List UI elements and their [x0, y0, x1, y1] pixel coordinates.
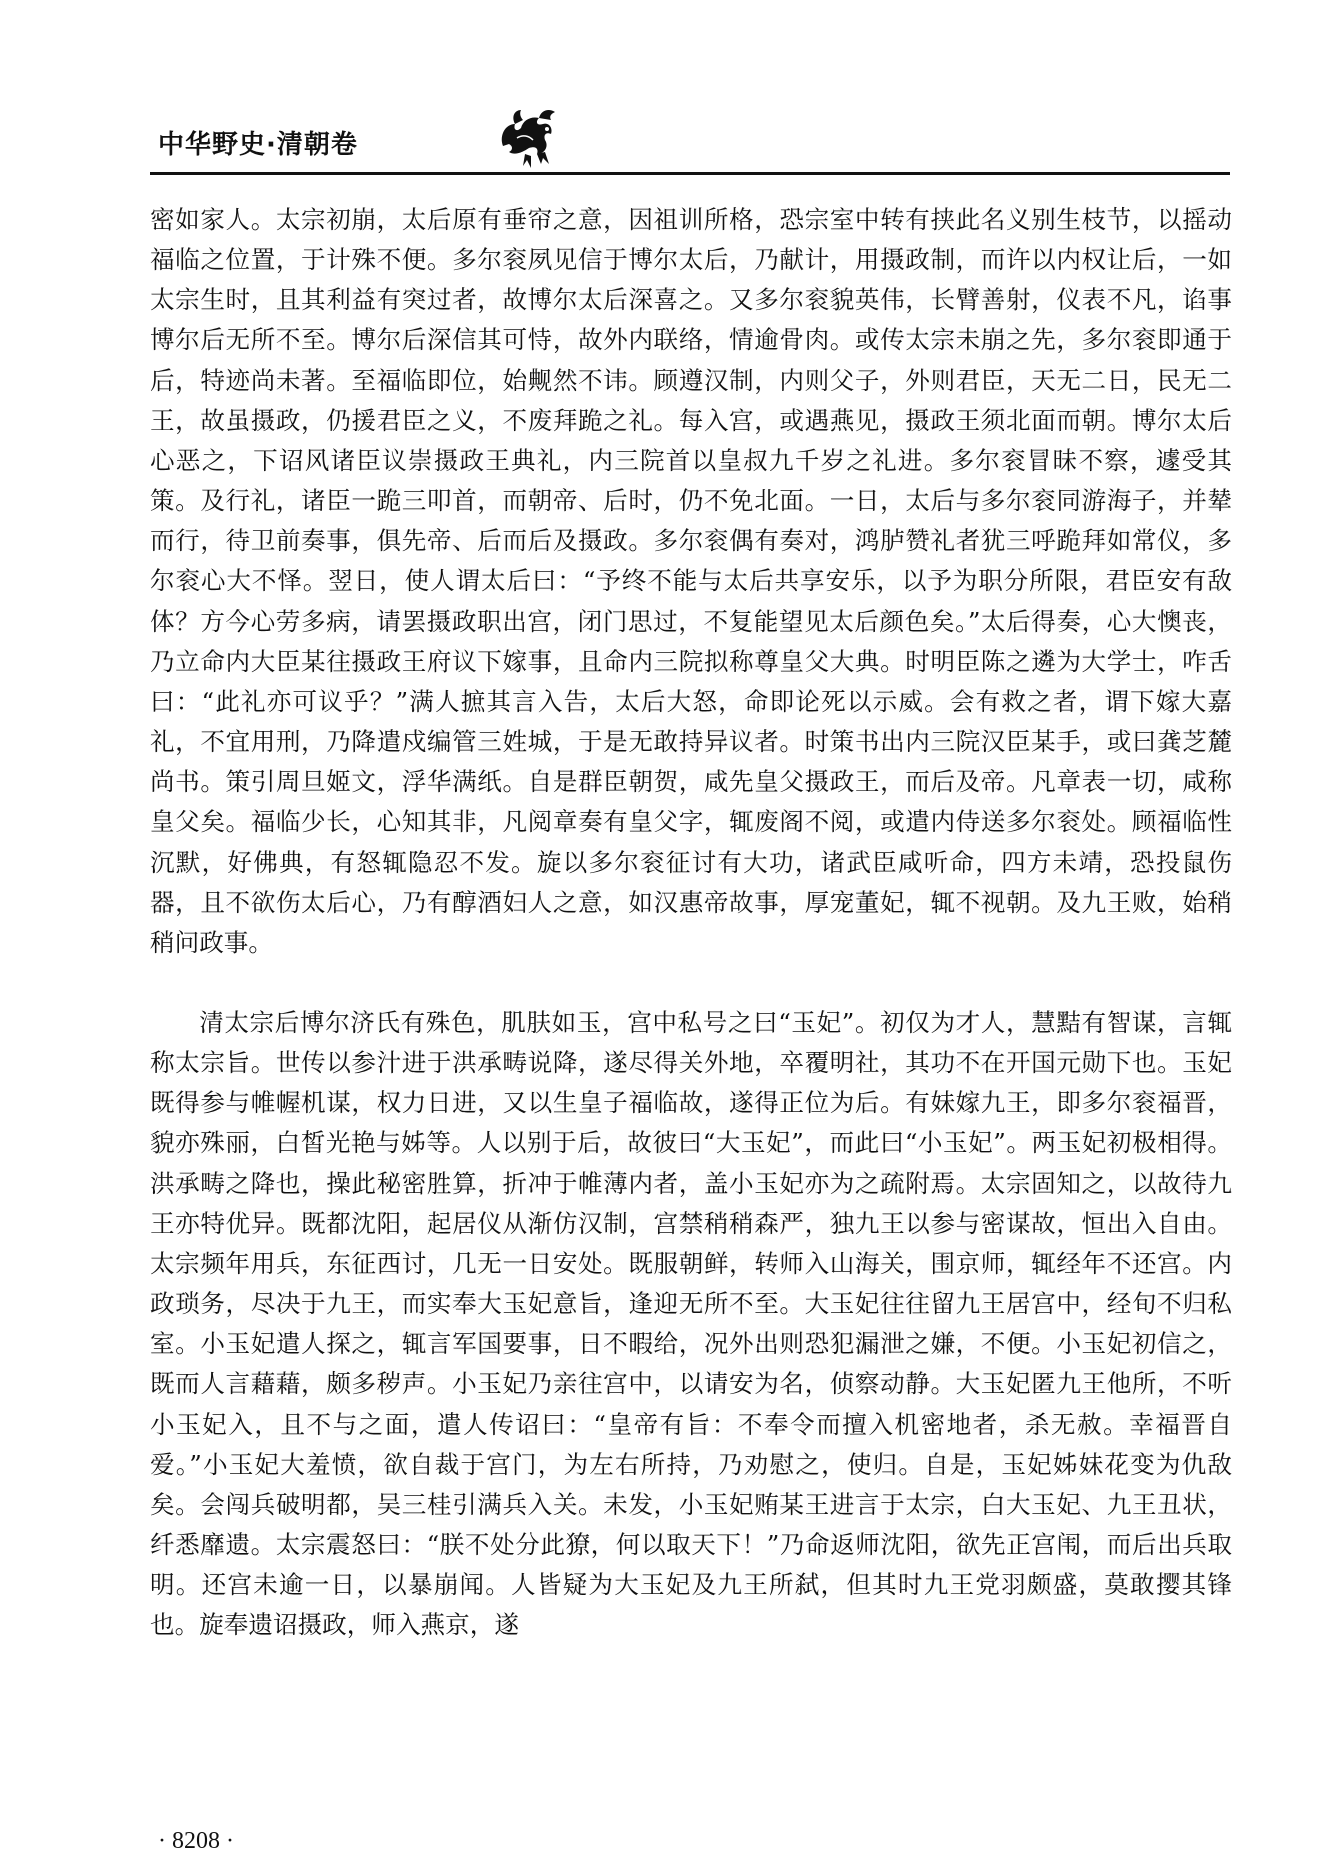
header-rule	[150, 172, 1230, 175]
dragon-emblem-icon	[495, 102, 565, 172]
book-title: 中华野史·清朝卷	[158, 130, 358, 160]
article-body	[150, 200, 1232, 1645]
paragraph: 密如家人。太宗初崩，太后原有垂帘之意，因祖训所格，恐宗室中转有挟此名义别生枝节，以摇动福临之位置，于计殊不便。多尔衮夙见信于博尔太后，乃献计，用摄政制，而许以内权让后，一如太宗生时，且其利益有突过者，故博尔太后深喜之。又多尔衮貌英伟，长臂善射，仪表不凡，谄事博尔后无所不至。博尔后深信其可恃，故外内联络，情逾骨肉。或传太宗未崩之先，多尔衮即通于后，特迹尚未著。至福临即位，始觍然不讳。顾遵汉制，内则父子，外则君臣，天无二日，民无二王，故虽摄政，仍援君臣之义，不废拜跪之礼。每入宫，或遇燕见，摄政王须北面而朝。博尔太后心恶之，下诏风诸臣议崇摄政王典礼，内三院首以皇叔九千岁之礼进。多尔衮冒昧不察，遽受其策。及行礼，诸臣一跪三叩首，而朝帝、后时，仍不免北面。一日，太后与多尔衮同游海子，并辇而行，待卫前奏事，俱先帝、后而后及摄政。多尔衮偶有奏对，鸿胪赞礼者犹三呼跪拜如常仪，多尔衮心大不怿。翌日，使人谓太后曰：“予终不能与太后共享安乐，以予为职分所限，君臣安有敌体？方今心劳多病，请罢摄政职出宫，闭门思过，不复能望见太后颜色矣。”太后得奏，心大懊丧，乃立命内大臣某往摄政王府议下嫁事，且命内三院拟称尊皇父大典。时明臣陈之遴为大学士，咋舌曰：“此礼亦可议乎？”满人摭其言入告，太后大怒，命即论死以示威。会有救之者，谓下嫁大嘉礼，不宜用刑，乃降遣戍编管三姓城，于是无敢持异议者。时策书出内三院汉臣某手，或曰龚芝麓尚书。策引周旦姬文，浮华满纸。自是群臣朝贺，咸先皇父摄政王，而后及帝。凡章表一切，咸称皇父矣。福临少长，心知其非，凡阅章奏有皇父字，辄废阁不阅，或遣内侍送多尔衮处。顾福临性沉默，好佛典，有怒辄隐忍不发。旋以多尔衮征讨有大功，诸武臣咸听命，四方未靖，恐投鼠伤器，且不欲伤太后心，乃有醇酒妇人之意，如汉惠帝故事，厚宠董妃，辄不视朝。及九王败，始稍稍问政事。	[150, 205, 1232, 957]
page-header	[150, 100, 1230, 180]
paragraph: 清太宗后博尔济氏有殊色，肌肤如玉，宫中私号之曰“玉妃”。初仅为才人，慧黠有智谋，言辄称太宗旨。世传以参汁进于洪承畴说降，遂尽得关外地，卒覆明社，其功不在开国元勋下也。玉妃既得参与帷幄机谋，权力日进，又以生皇子福临故，遂得正位为后。有妹嫁九王，即多尔衮福晋，貌亦殊丽，白皙光艳与姊等。人以别于后，故彼曰“大玉妃”，而此曰“小玉妃”。两玉妃初极相得。洪承畴之降也，操此秘密胜算，折冲于帷薄内者，盖小玉妃亦为之疏附焉。太宗固知之，以故待九王亦特优异。既都沈阳，起居仪从渐仿汉制，宫禁稍稍森严，独九王以参与密谋故，恒出入自由。太宗频年用兵，东征西讨，几无一日安处。既服朝鲜，转师入山海关，围京师，辄经年不还宫。内政琐务，尽决于九王，而实奉大玉妃意旨，逢迎无所不至。大玉妃往往留九王居宫中，经旬不归私室。小玉妃遣人探之，辄言军国要事，日不暇给，况外出则恐犯漏泄之嫌，不便。小玉妃初信之，既而人言藉藉，颇多秽声。小玉妃乃亲往宫中，以请安为名，侦察动静。大玉妃匿九王他所，不听小玉妃入，且不与之面，遣人传诏曰：“皇帝有旨：不奉令而擅入机密地者，杀无赦。幸福晋自爱。”小玉妃大羞愤，欲自裁于宫门，为左右所持，乃劝慰之，使归。自是，玉妃姊妹花变为仇敌矣。会闯兵破明都，吴三桂引满兵入关。未发，小玉妃贿某王进言于太宗，白大玉妃、九王丑状，纤悉靡遗。太宗震怒曰：“朕不处分此獠，何以取天下！”乃命返师沈阳，欲先正宫闱，而后出兵取明。还宫未逾一日，以暴崩闻。人皆疑为大玉妃及九王所弑，但其时九王党羽颇盛，莫敢撄其锋也。旋奉遗诏摄政，师入燕京，遂	[150, 1007, 1232, 1640]
page-number: · 8208 ·	[158, 1828, 234, 1854]
